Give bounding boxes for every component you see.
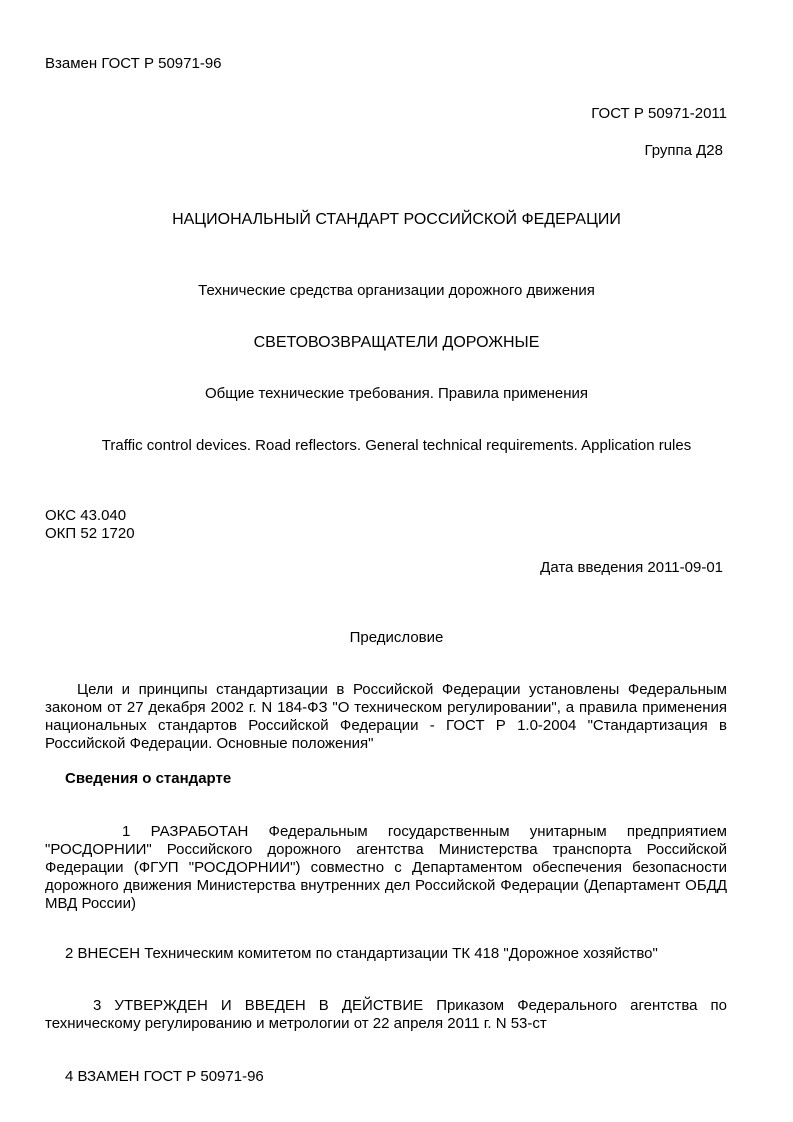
foreword-text: Цели и принципы стандартизации в Российской Федерации установлены Федеральным законом от 27 декабря 2002 г. N 184-ФЗ "О техническом регулировании", а правила применения национальных стандартов Российской Федерации - ГОСТ Р 1.0-2004 "Стандартизация в Российской Федерации. Основные положения" (45, 681, 727, 752)
english-title: Traffic control devices. Road reflectors. General technical requirements. Application rules (101, 437, 692, 454)
main-title: СВЕТОВОЗВРАЩАТЕЛИ ДОРОЖНЫЕ (253, 334, 540, 351)
standard-info-heading: Сведения о стандарте (65, 770, 232, 787)
info-item-1: 1 РАЗРАБОТАН Федеральным государственным унитарным предприятием "РОСДОРНИИ" Российского дорожного агентства Министерства транспорта Российской Федерации (ФГУП "РОСДОРНИИ") совместно с Департаментом обеспечения безопасности дорожного движения Министерства внутренних дел Российской Федерации (Департамент ОБДД МВД России) (45, 823, 727, 912)
standard-number: ГОСТ Р 50971-2011 (591, 105, 727, 122)
group-code: Группа Д28 (644, 142, 723, 159)
oks-code: ОКС 43.040 (45, 507, 127, 524)
category-title: Технические средства организации дорожного движения (198, 282, 595, 299)
subtitle: Общие технические требования. Правила применения (204, 385, 589, 402)
national-standard-heading: НАЦИОНАЛЬНЫЙ СТАНДАРТ РОССИЙСКОЙ ФЕДЕРАЦИИ (172, 211, 621, 228)
info-item-3: 3 УТВЕРЖДЕН И ВВЕДЕН В ДЕЙСТВИЕ Приказом Федерального агентства по техническому регулированию и метрологии от 22 апреля 2011 г. N 53-ст (45, 997, 727, 1032)
info-item-4: 4 ВЗАМЕН ГОСТ Р 50971-96 (65, 1068, 264, 1085)
info-item-2: 2 ВНЕСЕН Техническим комитетом по стандартизации ТК 418 "Дорожное хозяйство" (65, 945, 658, 962)
okp-code: ОКП 52 1720 (45, 525, 135, 542)
replaces-note: Взамен ГОСТ Р 50971-96 (45, 55, 222, 72)
foreword-heading: Предисловие (349, 629, 444, 646)
effective-date: Дата введения 2011-09-01 (540, 559, 723, 576)
